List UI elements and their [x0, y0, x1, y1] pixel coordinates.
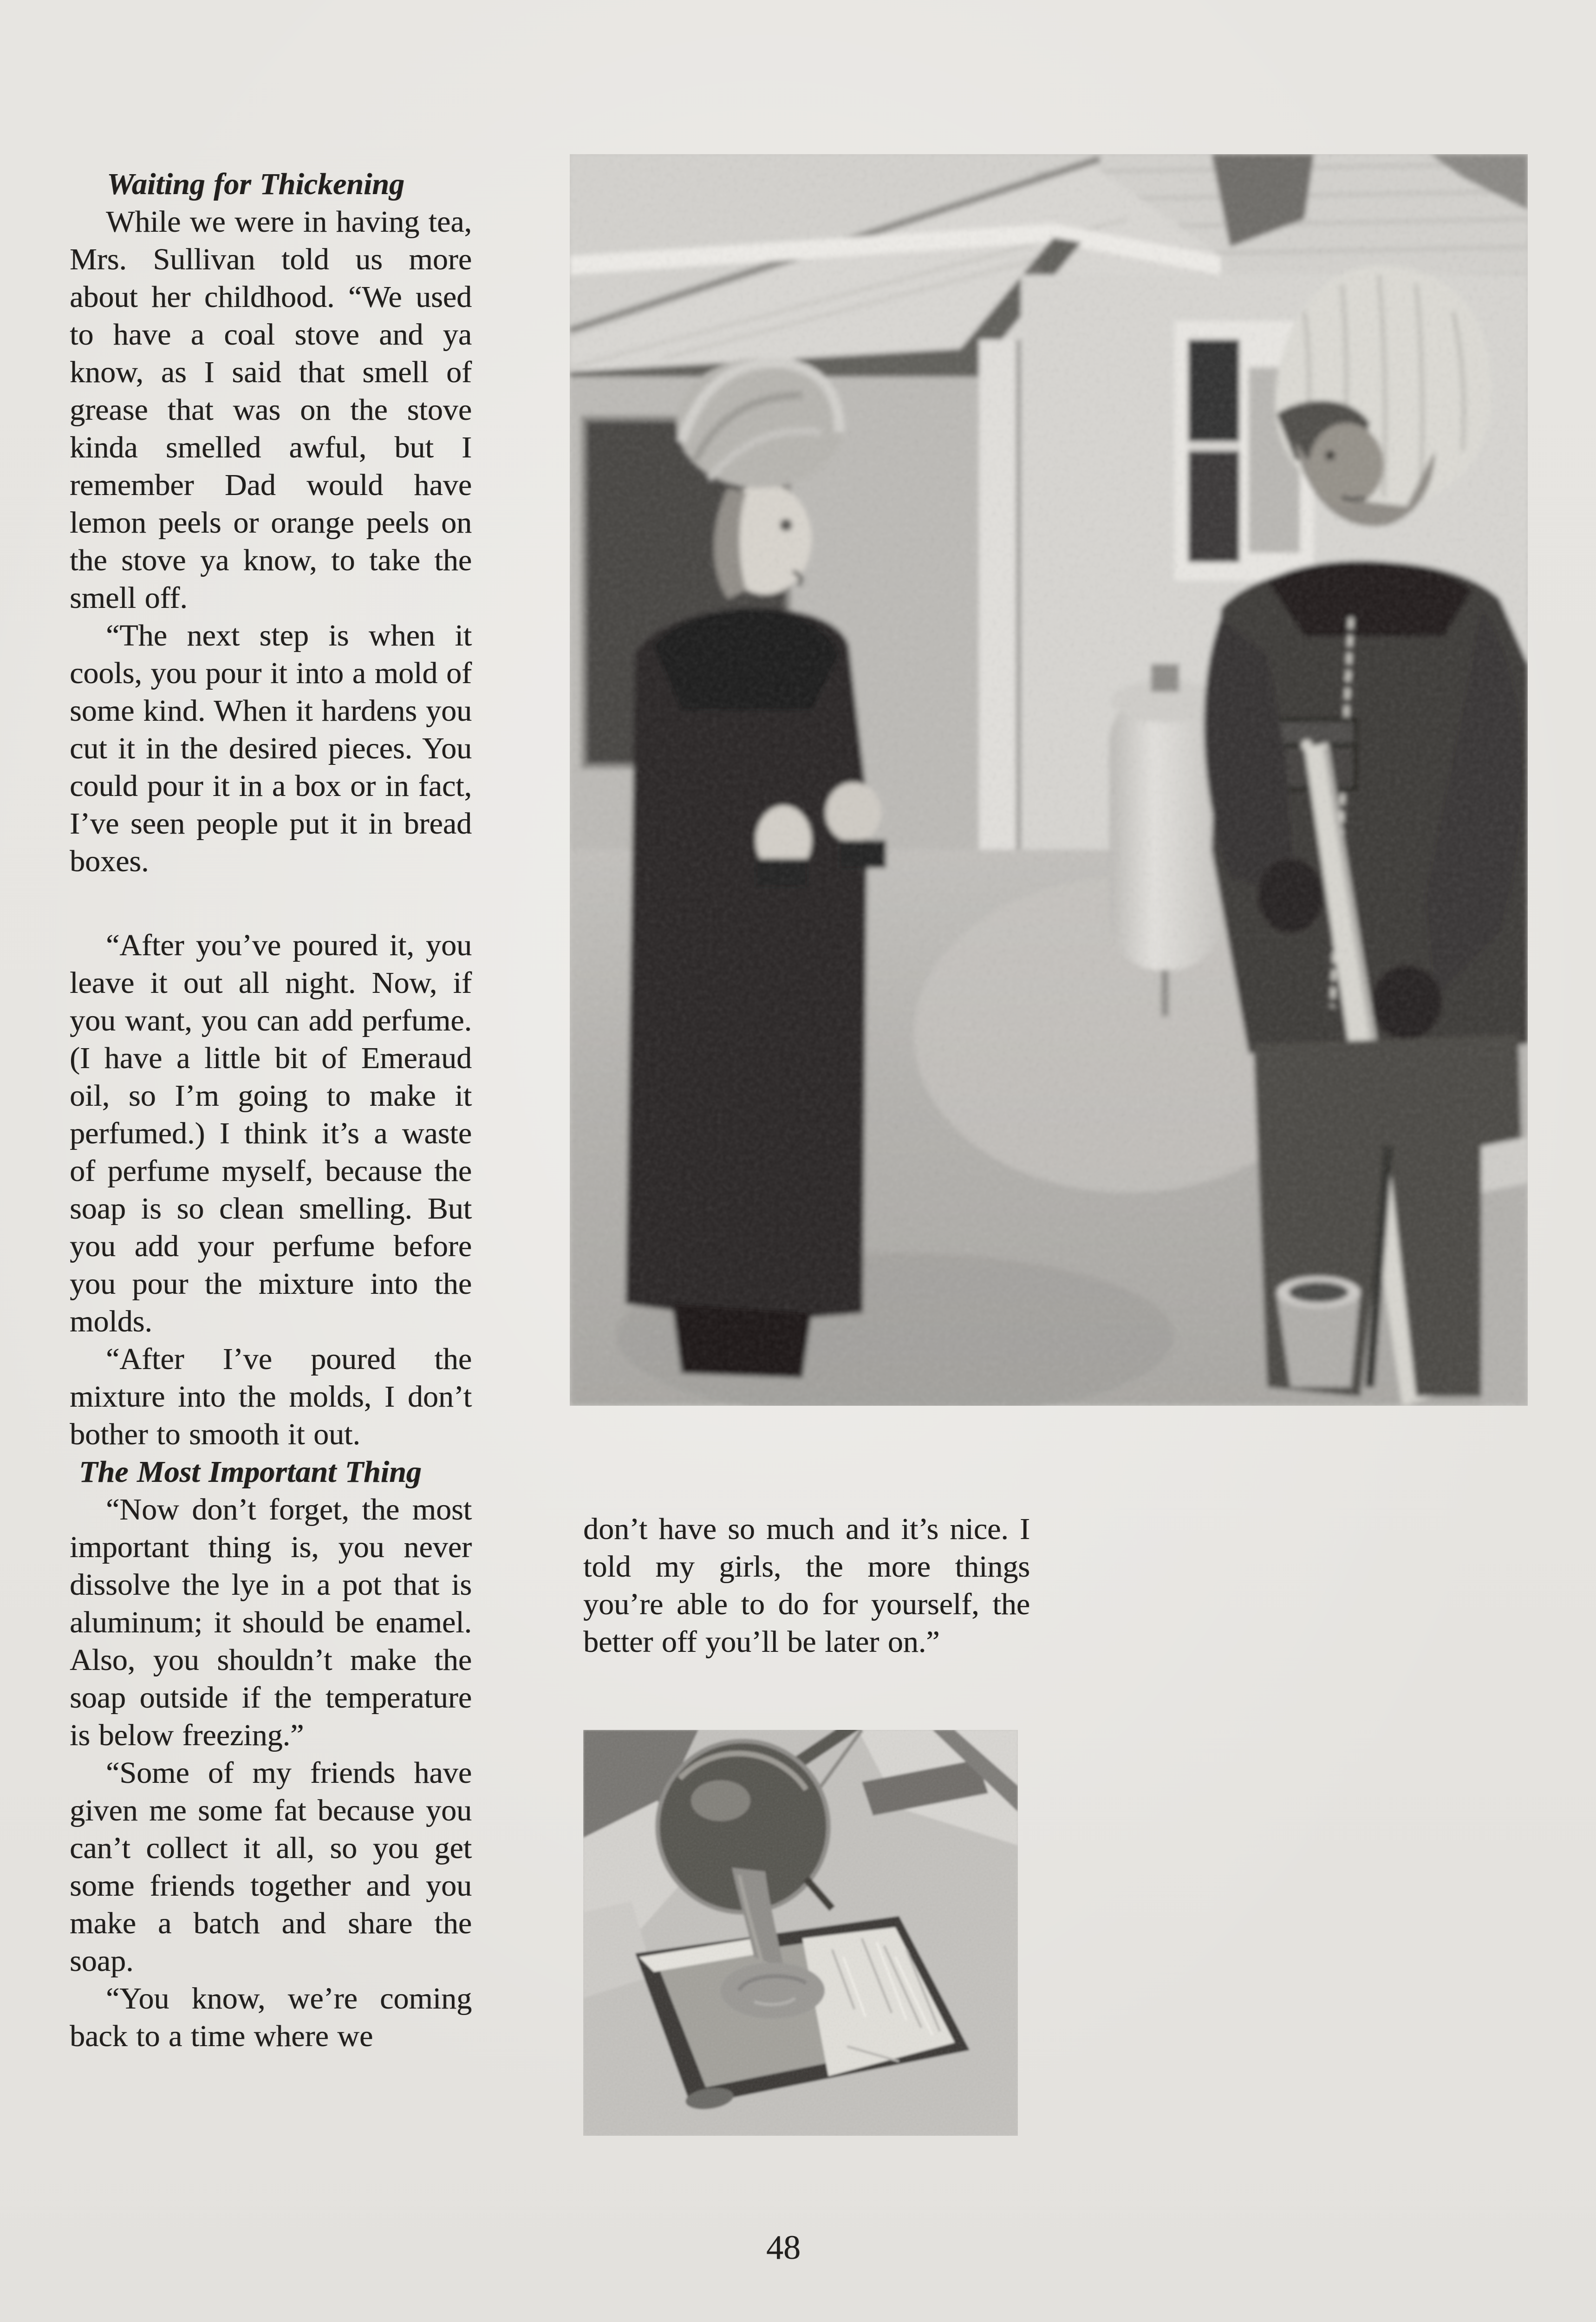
paragraph: don’t have so much and it’s nice. I told my girls, the more things you’re able to do for yourself, the better off you’ll be later on.” — [583, 1512, 1030, 1659]
paragraph: “After I’ve poured the mixture into the molds, I don’t bother to smooth it out. — [70, 1342, 472, 1451]
photo-grain — [583, 1730, 1018, 2136]
photo-pouring-soap-into-mold — [583, 1730, 1018, 2136]
photo-bottom-illustration — [583, 1730, 1018, 2136]
paragraph: “Some of my friends have given me some fat because you can’t collect it all, so you get some friends together and you make a batch and share the soap. — [70, 1756, 472, 1978]
page-number: 48 — [766, 2229, 801, 2267]
paragraph: While we were in having tea, Mrs. Sullivan told us more about her childhood. “We used to have a coal stove and ya know, as I said that smell of grease that was on the stove kinda smelled awful, but I remember Dad would have lemon peels or orange peels on the stove ya know, to take the smell off. — [70, 205, 472, 615]
right-text-column — [583, 1510, 1030, 1661]
paragraph: “The next step is when it cools, you pour it into a mold of some kind. When it hardens you cut it in the desired pieces. You could pour it in a box or in fact, I’ve seen people put it in bread boxes. — [70, 619, 472, 878]
paragraph: “Now don’t forget, the most important thing is, you never dissolve the lye in a pot that is aluminum; it should be enamel. Also, you shouldn’t make the soap outside if the temperature is below freezing.” — [70, 1493, 472, 1752]
section-heading-most-important-thing: The Most Important Thing — [79, 1455, 422, 1489]
photo-woman-and-boy-talking-outdoors — [570, 154, 1528, 1406]
paragraph: “You know, we’re coming back to a time where we — [70, 1982, 472, 2053]
photo-top-illustration — [570, 154, 1528, 1406]
left-text-column — [70, 165, 472, 2055]
paragraph: “After you’ve poured it, you leave it out all night. Now, if you want, you can add perfume. (I have a little bit of Emeraud oil, so I’m going to make it perfumed.) I think it’s a waste of perfume myself, because the soap is so clean smelling. But you add your perfume before you pour the mixture into the molds. — [70, 928, 472, 1338]
photo-grain — [570, 154, 1528, 1406]
section-heading-waiting-for-thickening: Waiting for Thickening — [107, 167, 404, 201]
